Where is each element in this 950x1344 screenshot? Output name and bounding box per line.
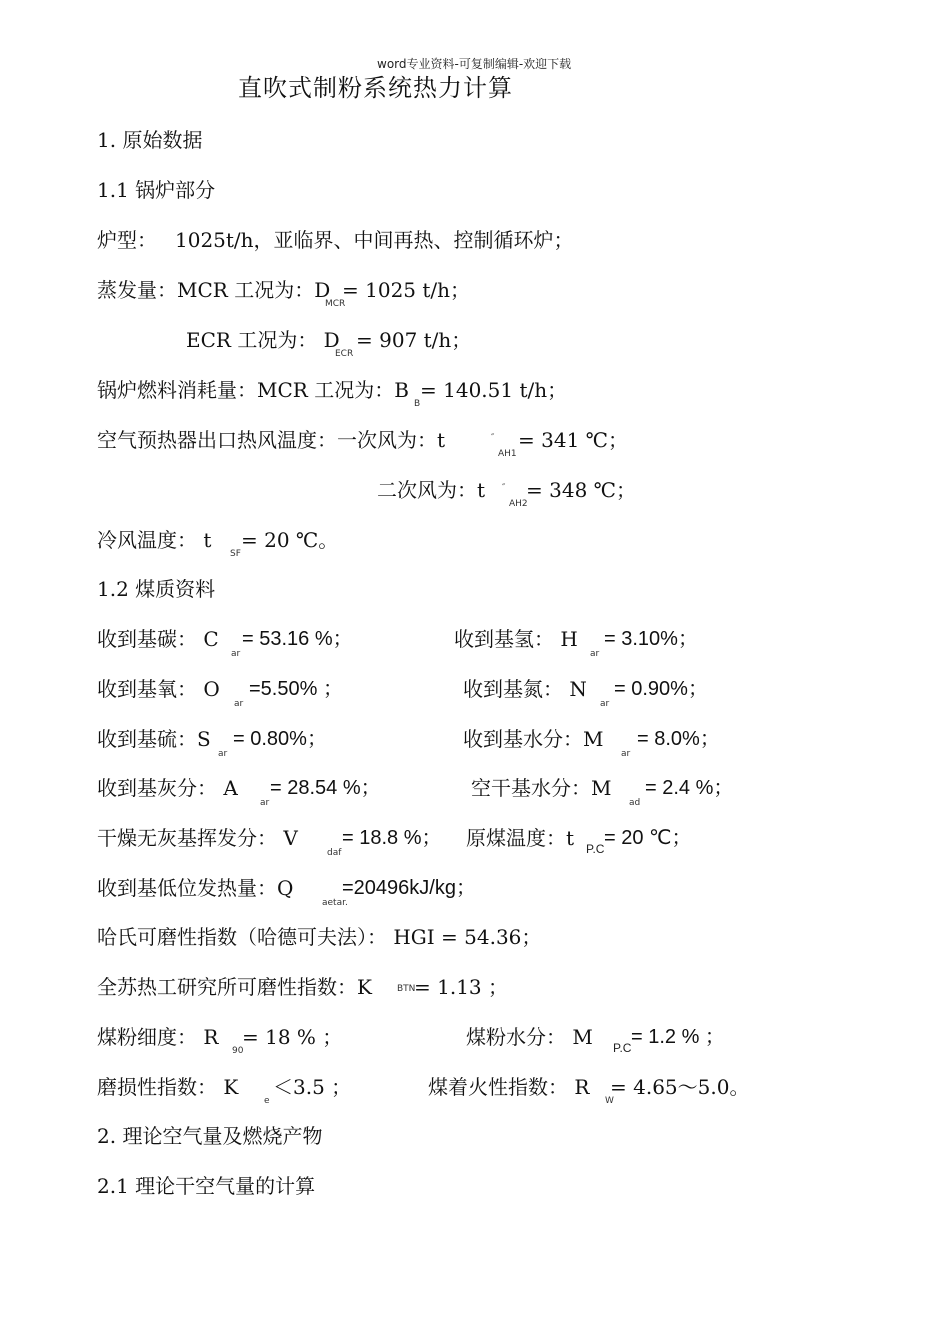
kbtn-label: 全苏热工研究所可磨性指数：K [97,975,372,999]
hot-air-value-2: = 348 ℃； [526,478,637,502]
carbon-value: = 53.16 %； [242,628,353,650]
oxygen-label: 收到基氧： O [97,677,220,701]
hot-air-subscript-2: AH2 [509,499,528,509]
volatile-subscript: daf [327,848,342,858]
boiler-type-label: 炉型： [97,228,157,252]
nitrogen-subscript: ar [600,699,610,709]
moisture-label: 收到基水分：M [463,727,604,751]
abrasion-subscript: e [264,1096,270,1106]
section-1-1-heading: 1.1 锅炉部分 [97,178,216,202]
carbon-label: 收到基碳： C [97,627,219,651]
hydrogen-label: 收到基氢： H [454,627,578,651]
hydrogen-subscript: ar [590,649,600,659]
volatile-label: 干燥无灰基挥发分： V [97,826,298,850]
hydrogen-value: = 3.10%； [604,628,698,650]
hot-air-prime-2: ″ [502,483,506,493]
cold-air-value: = 20 ℃。 [241,528,339,552]
hot-air-subscript-1: AH1 [498,449,517,459]
fineness-value: = 18 % ； [242,1025,343,1049]
powder-moisture-value: = 1.2 % ； [631,1026,725,1048]
cold-air-subscript: SF [230,549,241,559]
fineness-subscript: 90 [232,1046,244,1056]
evaporation-label: 蒸发量：MCR 工况为：D [97,278,331,302]
ecr-label: ECR 工况为： D [186,328,340,352]
powder-moisture-label: 煤粉水分： M [466,1025,593,1049]
kbtn-subscript: BTN [397,984,416,994]
hgi-line: 哈氏可磨性指数（哈德可夫法）： HGI = 54.36； [97,925,542,949]
carbon-subscript: ar [231,649,241,659]
fineness-label: 煤粉细度： R [97,1025,219,1049]
evaporation-value: = 1025 t/h； [342,278,471,302]
oxygen-value: =5.50% ； [249,678,343,700]
raw-coal-temp-label: 原煤温度：t [466,826,575,850]
evaporation-subscript: MCR [325,299,346,309]
ignition-subscript: W [605,1096,614,1106]
hot-air-prime-1: ″ [491,433,495,443]
airdry-moisture-label: 空干基水分：M [471,776,612,800]
nitrogen-value: = 0.90%； [614,678,708,700]
moisture-value: = 8.0%； [637,728,720,750]
ignition-value: = 4.65～5.0。 [610,1075,750,1099]
low-heat-label: 收到基低位发热量：Q [97,876,294,900]
section-1-heading: 1. 原始数据 [97,128,203,152]
fuel-value: = 140.51 t/h； [420,378,568,402]
low-heat-subscript: aetar. [322,898,348,908]
section-1-2-heading: 1.2 煤质资料 [97,577,216,601]
secondary-air-label: 二次风为：t [377,478,486,502]
kbtn-value: = 1.13 ； [414,975,509,999]
boiler-type-value: 1025t/h，亚临界、中间再热、控制循环炉； [175,228,574,252]
ash-subscript: ar [260,798,270,808]
volatile-value: = 18.8 %； [342,827,442,849]
page-title: 直吹式制粉系统热力计算 [238,74,513,102]
abrasion-value: ＜3.5 ； [273,1075,352,1099]
ash-value: = 28.54 %； [270,777,381,799]
sulfur-subscript: ar [218,749,228,759]
low-heat-value: =20496kJ/kg； [342,877,476,899]
ecr-subscript: ECR [335,349,354,359]
cold-air-label: 冷风温度： t [97,528,212,552]
raw-coal-temp-value: = 20 ℃； [604,827,692,849]
sulfur-label: 收到基硫：S [97,727,211,751]
moisture-subscript: ar [621,749,631,759]
abrasion-label: 磨损性指数： K [97,1075,239,1099]
raw-coal-temp-subscript: P.C [586,842,605,856]
fuel-subscript: B [414,399,421,409]
section-2-1-heading: 2.1 理论干空气量的计算 [97,1174,316,1198]
hot-air-value-1: = 341 ℃； [518,428,629,452]
ignition-label: 煤着火性指数： R [428,1075,590,1099]
powder-moisture-subscript: P.C [613,1041,632,1055]
ash-label: 收到基灰分： A [97,776,238,800]
header-watermark: word专业资料-可复制编辑-欢迎下载 [377,57,572,71]
fuel-label: 锅炉燃料消耗量：MCR 工况为：B [97,378,409,402]
sulfur-value: = 0.80%； [233,728,327,750]
nitrogen-label: 收到基氮： N [463,677,587,701]
ecr-value: = 907 t/h； [356,328,472,352]
section-2-heading: 2. 理论空气量及燃烧产物 [97,1124,323,1148]
airdry-moisture-subscript: ad [629,798,641,808]
oxygen-subscript: ar [234,699,244,709]
airdry-moisture-value: = 2.4 %； [645,777,734,799]
hot-air-label: 空气预热器出口热风温度：一次风为：t [97,428,446,452]
